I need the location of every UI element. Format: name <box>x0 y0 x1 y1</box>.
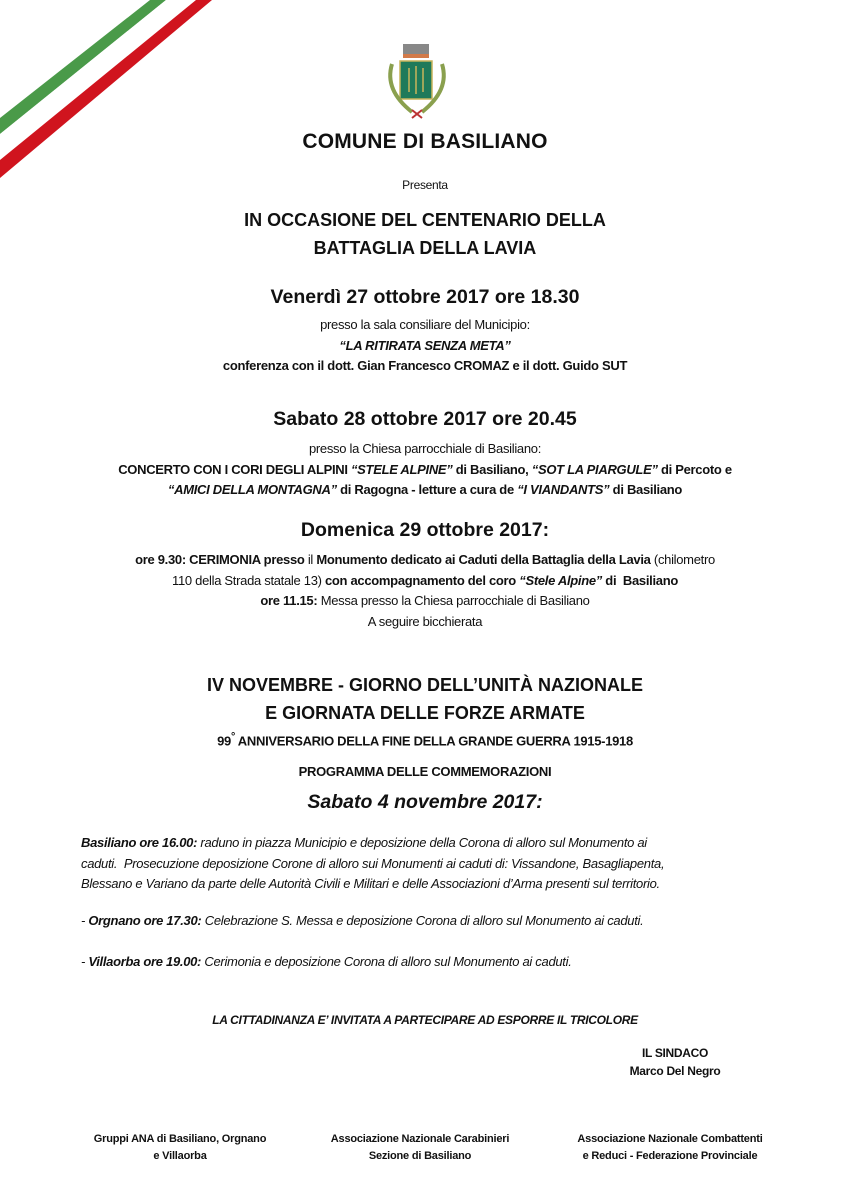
text-segment: “AMICI DELLA MONTAGNA” <box>167 482 337 497</box>
text-line <box>81 833 781 854</box>
anniversary-number: 99 <box>217 733 231 749</box>
event-date: Sabato 28 ottobre 2017 ore 20.45 <box>273 408 577 430</box>
text-block <box>0 550 850 632</box>
text-block <box>81 952 781 973</box>
text-line <box>0 591 850 612</box>
text-block <box>0 315 850 377</box>
text-segment: conferenza con il dott. Gian Francesco CROMAZ e il dott. Guido SUT <box>222 358 628 373</box>
footer-line: e Villaorba <box>153 1150 207 1162</box>
text-segment: presso la sala consiliare del Municipio: <box>320 317 530 332</box>
text-segment: “LA RITIRATA SENZA META” <box>339 337 511 353</box>
municipal-crest-logo <box>380 40 470 125</box>
footer-org-carabinieri <box>310 1131 530 1165</box>
text-segment: “STELE ALPINE” <box>350 461 453 477</box>
text-line <box>0 356 850 377</box>
text-segment: “I VIANDANTS” <box>517 482 610 497</box>
event-venerdi <box>0 286 850 377</box>
text-segment: “Stele Alpine” <box>519 572 602 588</box>
text-segment: Monumento dedicato ai Caduti della Battaglia della Lavia <box>316 552 651 567</box>
text-line <box>0 550 850 571</box>
footer-line: Gruppi ANA di Basiliano, Orgnano <box>93 1133 267 1145</box>
occasion-line: BATTAGLIA DELLA LAVIA <box>313 238 537 258</box>
text-segment: di Basiliano <box>609 482 683 497</box>
anniversary-line <box>0 727 850 752</box>
text-segment: di Ragogna - letture a cura de <box>336 482 518 497</box>
program-heading: PROGRAMMA DELLE COMMEMORAZIONI <box>298 764 552 779</box>
municipality-title: COMUNE DI BASILIANO <box>302 130 548 153</box>
text-segment: presso la Chiesa parrocchiale di Basiliano: <box>308 441 542 456</box>
italian-flag-ribbon <box>0 0 220 200</box>
text-line <box>81 854 781 875</box>
event-sabato <box>0 408 850 501</box>
footer-line: Sezione di Basiliano <box>368 1150 472 1162</box>
text-segment: con accompagnamento del coro <box>324 572 520 588</box>
text-segment: Blessano e Variano da parte delle Autorità Civili e Militari e delle Associazioni d’Arma presenti sul territorio. <box>81 876 660 891</box>
anniversary-text: ANNIVERSARIO DELLA FINE DELLA GRANDE GUERRA 1915-1918 <box>234 733 633 749</box>
text-segment: di Basiliano <box>602 572 678 588</box>
footer-line: e Reduci - Federazione Provinciale <box>582 1150 758 1162</box>
occasion-heading <box>0 206 850 262</box>
text-block <box>0 439 850 501</box>
event-domenica <box>0 519 850 632</box>
text-segment: caduti. Prosecuzione deposizione Corone di alloro sui Monumenti ai caduti di: Vissandone, Basagliapenta, <box>81 855 665 871</box>
program-paragraph-basiliano <box>81 833 781 895</box>
event-date: Domenica 29 ottobre 2017: <box>300 519 550 541</box>
text-segment: ore 11.15: <box>260 593 318 608</box>
november-date: Sabato 4 novembre 2017: <box>307 791 543 813</box>
text-segment: Cerimonia e deposizione Corona di alloro sul Monumento ai caduti. <box>201 954 572 969</box>
text-segment: Villaorba ore 19.00: <box>88 954 202 969</box>
text-segment: presso <box>260 552 308 567</box>
text-segment: ore 9.30: CERIMONIA <box>135 552 261 567</box>
signature-block <box>610 1044 740 1080</box>
text-line <box>0 315 850 336</box>
text-segment: A seguire bicchierata <box>367 613 483 629</box>
text-block <box>81 833 781 895</box>
signature-name: Marco Del Negro <box>629 1064 721 1078</box>
degree-sign: ° <box>230 731 235 743</box>
text-segment: - <box>81 913 89 928</box>
november-heading-line: E GIORNATA DELLE FORZE ARMATE <box>265 703 585 723</box>
signature-role: IL SINDACO <box>641 1046 709 1060</box>
footer-org-ana <box>75 1131 285 1165</box>
text-block <box>81 911 781 932</box>
november-heading-line: IV NOVEMBRE - GIORNO DELL’UNITÀ NAZIONALE <box>206 675 643 695</box>
text-line <box>81 911 781 932</box>
text-line <box>0 336 850 357</box>
text-segment: il <box>307 552 317 567</box>
november-heading <box>0 671 850 727</box>
event-date: Venerdì 27 ottobre 2017 ore 18.30 <box>270 286 580 308</box>
text-segment: 110 della Strada statale 13) <box>172 572 325 588</box>
text-line <box>0 439 850 460</box>
text-line <box>0 571 850 592</box>
text-line <box>0 480 850 501</box>
text-segment: Messa presso la Chiesa parrocchiale di Basiliano <box>317 593 590 608</box>
text-segment: “SOT LA PIARGULE” <box>531 461 658 477</box>
invitation-text: LA CITTADINANZA E’ INVITATA A PARTECIPARE AD ESPORRE IL TRICOLORE <box>212 1013 638 1027</box>
text-segment: raduno in piazza Municipio e deposizione della Corona di alloro sul Monumento ai <box>197 835 647 850</box>
text-segment: Celebrazione S. Messa e deposizione Corona di alloro sul Monumento ai caduti. <box>201 913 644 928</box>
text-segment: di Percoto e <box>657 461 732 477</box>
footer-line: Associazione Nazionale Carabinieri <box>330 1133 510 1145</box>
text-segment: - <box>81 954 89 969</box>
footer-org-combattenti <box>560 1131 780 1165</box>
text-segment: di Basiliano, <box>452 461 532 477</box>
footer-line: Associazione Nazionale Combattenti <box>577 1133 763 1145</box>
presents-label: Presenta <box>402 178 448 192</box>
text-segment: (chilometro <box>650 552 715 567</box>
text-segment: Basiliano ore 16.00: <box>81 835 198 850</box>
program-paragraph-orgnano <box>81 911 781 932</box>
text-line <box>81 874 781 895</box>
text-segment: Orgnano ore 17.30: <box>88 913 202 928</box>
text-segment: CONCERTO CON I CORI DEGLI ALPINI <box>118 461 351 477</box>
occasion-line: IN OCCASIONE DEL CENTENARIO DELLA <box>244 210 606 230</box>
text-line <box>0 460 850 481</box>
program-paragraph-villaorba <box>81 952 781 973</box>
text-line <box>0 612 850 633</box>
text-line <box>81 952 781 973</box>
